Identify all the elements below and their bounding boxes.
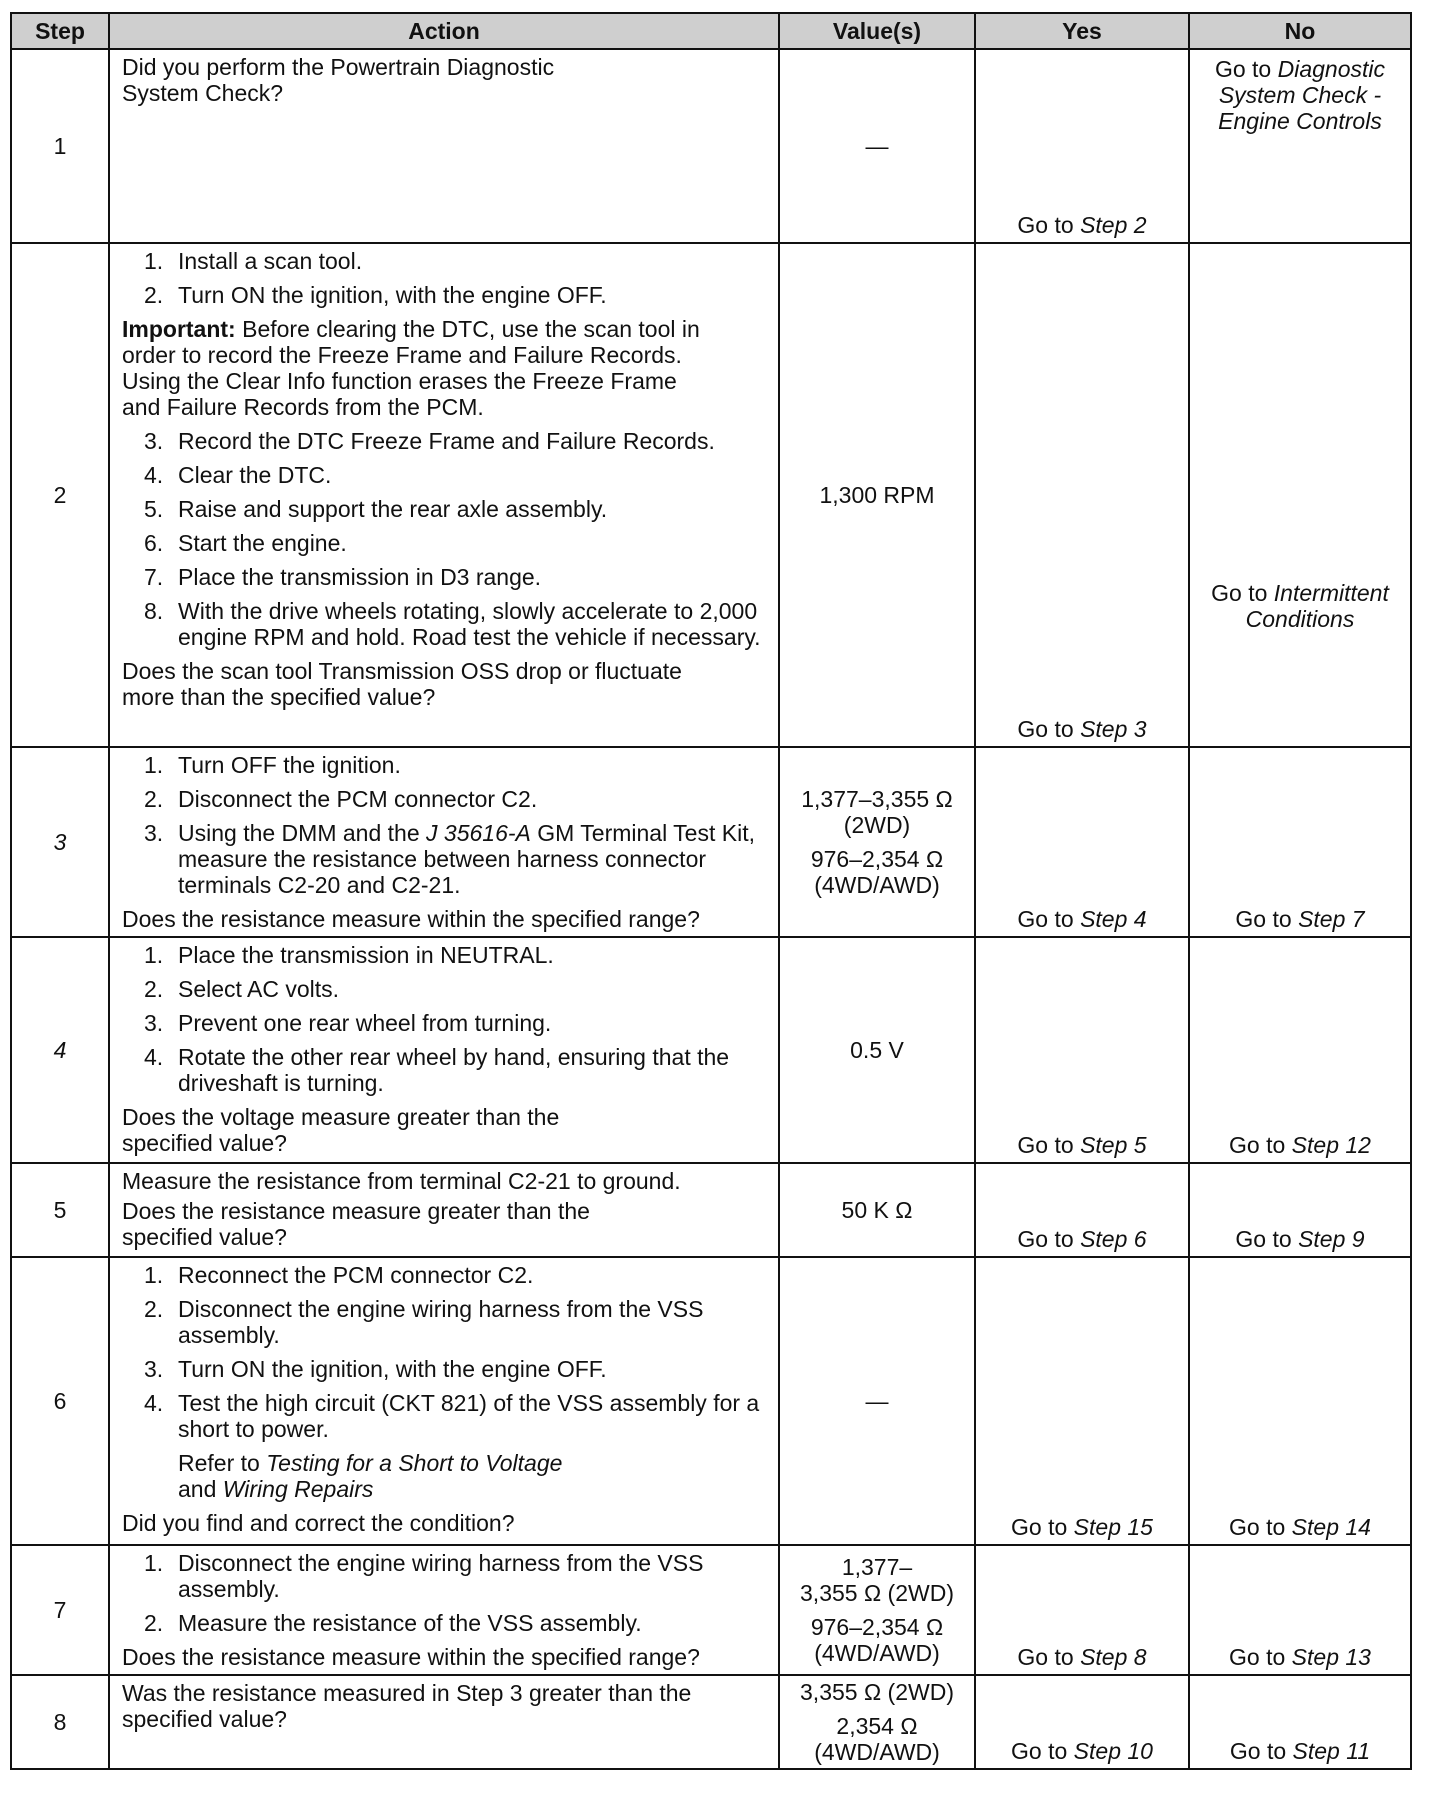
question — [122, 658, 768, 710]
refer-and: and — [178, 1476, 223, 1502]
table-row-step-7 — [11, 1545, 1411, 1675]
action-cell — [109, 747, 779, 937]
important-note — [122, 316, 768, 420]
question — [122, 1198, 768, 1250]
no-cell — [1189, 937, 1411, 1163]
list-number: 1. — [144, 248, 164, 274]
goto-prefix: Go to — [1011, 1738, 1074, 1764]
value-cell — [779, 1163, 975, 1257]
yes-goto[interactable] — [976, 1132, 1188, 1158]
list-text: Reconnect the PCM connector C2. — [178, 1262, 534, 1288]
list-number: 4. — [144, 1390, 164, 1416]
header-yes: Yes — [975, 13, 1189, 49]
list-number: 3. — [144, 1010, 164, 1036]
header-no: No — [1189, 13, 1411, 49]
yes-goto[interactable] — [976, 906, 1188, 932]
list-number: 1. — [144, 752, 164, 778]
no-goto[interactable] — [1190, 1738, 1410, 1764]
yes-goto[interactable] — [976, 1738, 1188, 1764]
list-text: Place the transmission in D3 range. — [178, 564, 542, 590]
goto-prefix: Go to — [1017, 1644, 1081, 1670]
list-text: Turn OFF the ignition. — [178, 752, 401, 778]
header-row — [11, 13, 1411, 49]
yes-goto-link[interactable]: Step 15 — [1073, 1514, 1153, 1540]
refer-prefix: Refer to — [178, 1450, 267, 1476]
question-line: Was the resistance measured in Step 3 greater than the — [122, 1680, 692, 1706]
list-text: Prevent one rear wheel from turning. — [178, 1010, 552, 1036]
question — [122, 1104, 768, 1156]
value-line: 1,377–3,355 Ω — [801, 786, 953, 812]
list-number: 3. — [144, 428, 164, 454]
question-line: Did you perform the Powertrain Diagnostic — [122, 54, 555, 80]
important-line: and Failure Records from the PCM. — [122, 394, 484, 420]
no-goto[interactable] — [1190, 1514, 1410, 1540]
goto-prefix: Go to — [1229, 1738, 1293, 1764]
yes-goto-link[interactable]: Step 6 — [1080, 1226, 1147, 1252]
list-item — [122, 1390, 768, 1442]
step-list — [122, 942, 768, 1096]
important-line: Before clearing the DTC, use the scan tool in — [235, 316, 700, 342]
yes-goto[interactable] — [976, 1226, 1188, 1252]
list-text: Clear the DTC. — [178, 462, 332, 488]
step-list — [122, 248, 768, 308]
value-cell — [779, 747, 975, 937]
list-text-pre: Using the DMM and the — [178, 820, 427, 846]
question-line: specified value? — [122, 1130, 287, 1156]
header-step: Step — [11, 13, 109, 49]
goto-prefix: Go to — [1017, 716, 1081, 742]
list-text: Disconnect the PCM connector C2. — [178, 786, 538, 812]
goto-prefix: Go to — [1017, 906, 1081, 932]
question: Does the resistance measure within the specified range? — [122, 906, 700, 932]
no-goto[interactable] — [1190, 244, 1410, 632]
goto-prefix: Go to — [1011, 1514, 1074, 1540]
yes-cell — [975, 937, 1189, 1163]
no-goto-link[interactable]: Step 7 — [1298, 906, 1365, 932]
list-item — [122, 820, 768, 898]
list-number: 2. — [144, 1296, 164, 1322]
list-text: Start the engine. — [178, 530, 347, 556]
yes-goto-link[interactable]: Step 8 — [1080, 1644, 1147, 1670]
value-line: 3,355 Ω (2WD) — [800, 1679, 954, 1705]
list-number: 1. — [144, 1262, 164, 1288]
value-line: 976–2,354 Ω — [810, 846, 944, 872]
yes-goto-link[interactable]: Step 5 — [1080, 1132, 1147, 1158]
list-number: 1. — [144, 942, 164, 968]
value-line: (4WD/AWD) — [814, 1640, 940, 1666]
list-item — [122, 530, 768, 556]
table-row-step-4 — [11, 937, 1411, 1163]
value-line: 1,377– — [841, 1554, 913, 1580]
list-text: Test the high circuit (CKT 821) of the VSS assembly for a short to power. — [178, 1390, 760, 1442]
question: Does the resistance measure within the specified range? — [122, 1644, 700, 1670]
goto-prefix: Go to — [1229, 1644, 1292, 1670]
list-item — [122, 564, 768, 590]
yes-goto[interactable] — [976, 1514, 1188, 1540]
header-values: Value(s) — [779, 13, 975, 49]
list-text: Disconnect the engine wiring harness from the VSS assembly. — [178, 1550, 704, 1602]
list-item — [122, 1010, 768, 1036]
goto-prefix: Go to — [1229, 1132, 1292, 1158]
list-number: 2. — [144, 282, 164, 308]
value-line: (2WD) — [843, 812, 911, 838]
yes-cell — [975, 1163, 1189, 1257]
list-number: 1. — [144, 1550, 164, 1576]
list-number: 4. — [144, 462, 164, 488]
table-row-step-8 — [11, 1675, 1411, 1769]
goto-prefix: Go to — [1017, 212, 1081, 238]
important-line: Using the Clear Info function erases the Freeze Frame — [122, 368, 677, 394]
table-row-step-1 — [11, 49, 1411, 243]
refer-link-short-to-voltage[interactable]: Testing for a Short to Voltage — [266, 1450, 563, 1476]
value-line: 976–2,354 Ω — [810, 1614, 944, 1640]
step-list — [122, 1262, 768, 1442]
yes-goto-link[interactable]: Step 10 — [1073, 1738, 1153, 1764]
no-goto[interactable] — [1190, 1132, 1410, 1158]
question-line: System Check? — [122, 80, 284, 106]
diagnostic-table — [10, 12, 1412, 1770]
question-line: specified value? — [122, 1706, 287, 1732]
list-text-post: GM Terminal Test Kit, measure the resistance between harness connector terminals C2-20 and C2-21. — [178, 820, 755, 898]
yes-goto[interactable] — [976, 1644, 1188, 1670]
list-item — [122, 1262, 768, 1288]
no-goto[interactable] — [1190, 1644, 1410, 1670]
question-line: Does the scan tool Transmission OSS drop or fluctuate — [122, 658, 682, 684]
step-number: 4 — [11, 937, 109, 1163]
list-number: 8. — [144, 598, 164, 624]
value-text: 0.5 V — [850, 1037, 904, 1063]
no-cell — [1189, 747, 1411, 937]
goto-prefix: Go to — [1017, 1132, 1081, 1158]
diagnostic-table-sheet — [10, 12, 1412, 1770]
no-goto-link[interactable]: System Check - — [1218, 82, 1382, 108]
step-list — [122, 428, 768, 650]
list-item — [122, 1610, 768, 1636]
step-number: 6 — [11, 1257, 109, 1545]
tool-reference: J 35616-A — [426, 820, 531, 846]
yes-cell — [975, 1257, 1189, 1545]
value-line: 3,355 Ω (2WD) — [800, 1580, 954, 1606]
goto-prefix: Go to — [1229, 1514, 1292, 1540]
list-text: With the drive wheels rotating, slowly accelerate to 2,000 engine RPM and hold. Road test the vehicle if necessary. — [178, 598, 761, 650]
list-text: Record the DTC Freeze Frame and Failure Records. — [178, 428, 715, 454]
list-item — [122, 428, 768, 454]
no-goto-link[interactable]: Intermittent — [1273, 580, 1389, 606]
list-text: Place the transmission in NEUTRAL. — [178, 942, 554, 968]
list-text: Install a scan tool. — [178, 248, 363, 274]
no-goto-link[interactable]: Step 13 — [1291, 1644, 1371, 1670]
action-cell — [109, 1545, 779, 1675]
table-row-step-6 — [11, 1257, 1411, 1545]
value-cell — [779, 1675, 975, 1769]
refer-note — [178, 1450, 768, 1502]
table-row-step-5 — [11, 1163, 1411, 1257]
list-item — [122, 786, 768, 812]
goto-prefix: Go to — [1211, 580, 1274, 606]
no-goto[interactable] — [1190, 50, 1410, 134]
list-text: Turn ON the ignition, with the engine OFF. — [178, 1356, 607, 1382]
yes-goto-link[interactable]: Step 4 — [1080, 906, 1147, 932]
value-cell — [779, 1545, 975, 1675]
list-item — [122, 942, 768, 968]
value-line: (4WD/AWD) — [814, 1739, 940, 1765]
value-cell — [779, 243, 975, 747]
goto-prefix: Go to — [1017, 1226, 1081, 1252]
action-cell — [109, 1675, 779, 1769]
no-goto-link[interactable]: Step 12 — [1291, 1132, 1371, 1158]
value-text: 1,300 RPM — [819, 482, 935, 508]
action-cell — [109, 937, 779, 1163]
step-list — [122, 752, 768, 898]
list-number: 7. — [144, 564, 164, 590]
no-goto-link[interactable]: Step 9 — [1298, 1226, 1365, 1252]
list-item — [122, 976, 768, 1002]
yes-cell — [975, 49, 1189, 243]
list-item — [122, 282, 768, 308]
list-text: Raise and support the rear axle assembly. — [178, 496, 608, 522]
action-cell — [109, 49, 779, 243]
important-label: Important: — [122, 316, 236, 342]
action-cell — [109, 1257, 779, 1545]
yes-cell — [975, 1545, 1189, 1675]
list-item — [122, 1296, 768, 1348]
value-text: 50 K Ω — [841, 1197, 913, 1223]
action-cell — [109, 1163, 779, 1257]
no-goto-link[interactable]: Step 14 — [1291, 1514, 1371, 1540]
list-text: Disconnect the engine wiring harness from the VSS assembly. — [178, 1296, 704, 1348]
list-item — [122, 462, 768, 488]
list-number: 3. — [144, 1356, 164, 1382]
yes-cell — [975, 1675, 1189, 1769]
list-item — [122, 1044, 768, 1096]
yes-goto-link[interactable]: Step 3 — [1080, 716, 1147, 742]
yes-cell — [975, 747, 1189, 937]
value-line: 2,354 Ω — [836, 1713, 918, 1739]
list-number: 2. — [144, 786, 164, 812]
goto-prefix: Go to — [1235, 1226, 1299, 1252]
step-list — [122, 1550, 768, 1636]
step-number: 3 — [11, 747, 109, 937]
action-line: Measure the resistance from terminal C2-21 to ground. — [122, 1168, 681, 1194]
list-item — [122, 598, 768, 650]
list-item — [122, 752, 768, 778]
yes-goto-link[interactable]: Step 2 — [1080, 212, 1147, 238]
question-line: specified value? — [122, 1224, 287, 1250]
step-number: 1 — [11, 49, 109, 243]
value-cell — [779, 937, 975, 1163]
table-row-step-2 — [11, 243, 1411, 747]
value-cell — [779, 1257, 975, 1545]
list-number: 2. — [144, 976, 164, 1002]
list-number: 5. — [144, 496, 164, 522]
no-goto-link[interactable]: Conditions — [1245, 606, 1355, 632]
question-line: Does the voltage measure greater than the — [122, 1104, 560, 1130]
list-item — [122, 1550, 768, 1602]
yes-cell — [975, 243, 1189, 747]
list-text: Select AC volts. — [178, 976, 340, 1002]
list-text: Turn ON the ignition, with the engine OFF. — [178, 282, 607, 308]
no-cell — [1189, 1257, 1411, 1545]
refer-link-wiring-repairs[interactable]: Wiring Repairs — [222, 1476, 374, 1502]
no-cell — [1189, 1163, 1411, 1257]
value-text: — — [865, 133, 889, 159]
step-number: 8 — [11, 1675, 109, 1769]
important-line: order to record the Freeze Frame and Failure Records. — [122, 342, 682, 368]
list-item — [122, 496, 768, 522]
table-row-step-3 — [11, 747, 1411, 937]
question-line: more than the specified value? — [122, 684, 436, 710]
step-number: 2 — [11, 243, 109, 747]
no-goto[interactable] — [1190, 1226, 1410, 1252]
step-number: 7 — [11, 1545, 109, 1675]
yes-goto[interactable] — [976, 716, 1188, 742]
list-number: 2. — [144, 1610, 164, 1636]
value-text: — — [865, 1388, 889, 1414]
action-cell — [109, 243, 779, 747]
question: Did you find and correct the condition? — [122, 1510, 515, 1536]
no-cell — [1189, 243, 1411, 747]
yes-goto[interactable] — [976, 212, 1188, 238]
value-cell — [779, 49, 975, 243]
no-goto-link[interactable]: Engine Controls — [1218, 108, 1382, 134]
header-action: Action — [109, 13, 779, 49]
no-goto-link[interactable]: Diagnostic — [1277, 56, 1386, 82]
no-goto[interactable] — [1190, 906, 1410, 932]
no-cell — [1189, 1675, 1411, 1769]
step-number: 5 — [11, 1163, 109, 1257]
list-number: 4. — [144, 1044, 164, 1070]
question-line: Does the resistance measure greater than the — [122, 1198, 590, 1224]
goto-prefix: Go to — [1235, 906, 1299, 932]
list-text: Measure the resistance of the VSS assembly. — [178, 1610, 642, 1636]
list-item — [122, 1356, 768, 1382]
list-number: 6. — [144, 530, 164, 556]
list-item — [122, 248, 768, 274]
goto-prefix: Go to — [1214, 56, 1278, 82]
no-cell — [1189, 1545, 1411, 1675]
list-number: 3. — [144, 820, 164, 846]
value-line: (4WD/AWD) — [814, 872, 940, 898]
no-goto-link[interactable]: Step 11 — [1292, 1738, 1371, 1764]
list-text: Rotate the other rear wheel by hand, ensuring that the driveshaft is turning. — [178, 1044, 730, 1096]
no-cell — [1189, 49, 1411, 243]
